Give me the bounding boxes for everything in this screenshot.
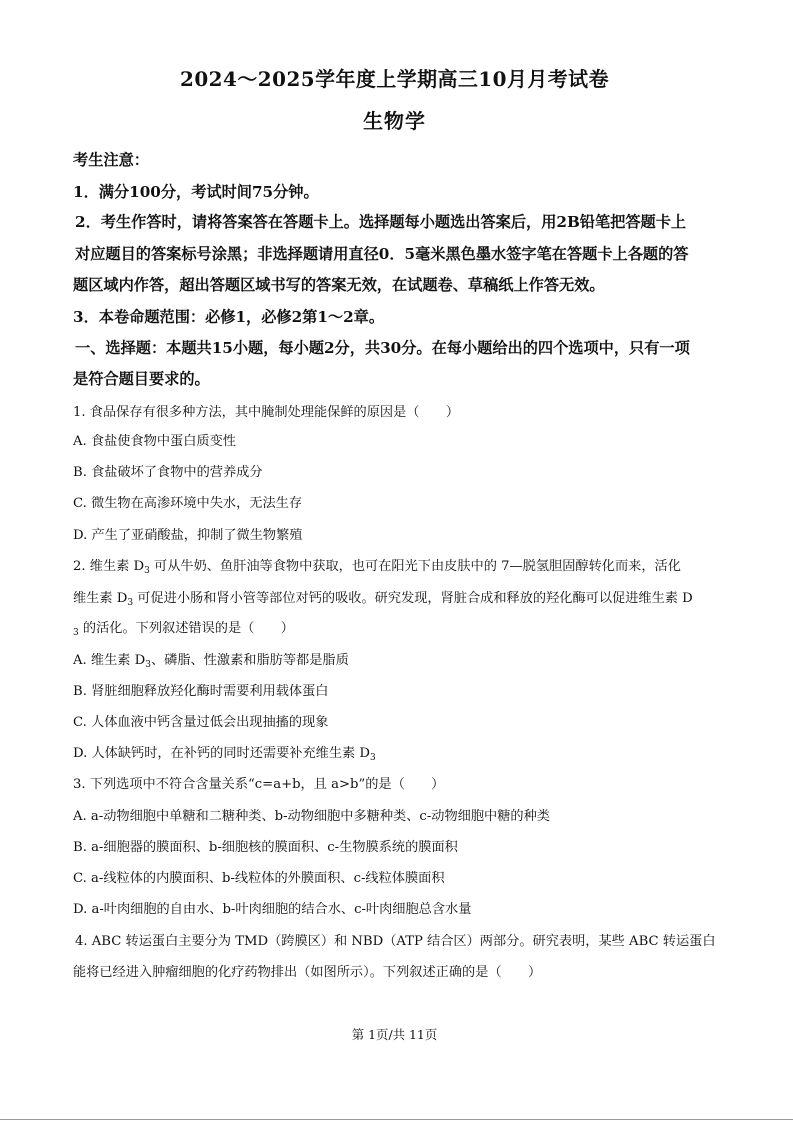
question-1-option-a: A. 食盐使食物中蛋白质变性 xyxy=(73,434,236,449)
notice-item-1: 1．满分100分，考试时间75分钟。 xyxy=(73,183,319,201)
question-2-stem-line-3: $_3$ 的活化。下列叙述错误的是（ ） xyxy=(73,621,294,638)
question-1-option-b: B. 食盐破坏了食物中的营养成分 xyxy=(73,465,263,480)
section-1-heading-line-2: 是符合题目要求的。 xyxy=(73,370,210,388)
question-4-stem-line-1: 4. ABC 转运蛋白主要分为 TMD（跨膜区）和 NBD（ATP 结合区）两部分。研究表明，某些 ABC 转运蛋白 xyxy=(75,934,716,949)
question-2-stem-line-1: 2. 维生素 $D_3$ 可从牛奶、鱼肝油等食物中获取，也可在阳光下由皮肤中的 7—脱氢胆固醇转化而来，活化 xyxy=(73,559,681,576)
notice-heading: 考生注意： xyxy=(73,151,149,169)
question-2-option-b: B. 肾脏细胞释放羟化酶时需要利用载体蛋白 xyxy=(73,684,329,699)
page-number: 第 1页/共 11页 xyxy=(351,1027,438,1042)
bottom-divider xyxy=(0,1119,793,1120)
question-2-stem-line-2: 维生素 $D_3$ 可促进小肠和肾小管等部位对钙的吸收。研究发现，肾脏合成和释放的羟化酶可以促进维生素 D xyxy=(73,591,693,608)
question-1-option-d: D. 产生了亚硝酸盐，抑制了微生物繁殖 xyxy=(73,528,303,543)
question-3-option-b: B. a-细胞器的膜面积、b-细胞核的膜面积、c-生物膜系统的膜面积 xyxy=(73,840,458,855)
question-1-option-c: C. 微生物在高渗环境中失水，无法生存 xyxy=(73,496,303,511)
question-2-option-c: C. 人体血液中钙含量过低会出现抽搐的现象 xyxy=(73,715,329,730)
notice-item-3: 3．本卷命题范围：必修1，必修2第1～2章。 xyxy=(73,308,385,326)
question-1-stem: 1. 食品保存有很多种方法，其中腌制处理能保鲜的原因是（ ） xyxy=(73,405,460,420)
exam-title: 2024～2025学年度上学期高三10月月考试卷 xyxy=(179,67,609,91)
question-4-stem-line-2: 能将已经进入肿瘤细胞的化疗药物排出（如图所示）。下列叙述正确的是（ ） xyxy=(73,965,542,980)
exam-subject: 生物学 xyxy=(363,109,426,133)
question-2-option-d: D. 人体缺钙时，在补钙的同时还需要补充维生素 $D_3$ xyxy=(73,746,376,763)
question-3-option-d: D. a-叶肉细胞的自由水、b-叶肉细胞的结合水、c-叶肉细胞总含水量 xyxy=(73,902,472,917)
question-2-option-a: A. 维生素 $D_3$、磷脂、性激素和脂肪等都是脂质 xyxy=(73,653,349,670)
question-3-stem: 3. 下列选项中不符合含量关系“c=a+b，且 a>b”的是（ ） xyxy=(73,777,445,792)
section-1-heading-line-1: 一、选择题：本题共15小题，每小题2分，共30分。在每小题给出的四个选项中，只有一项 xyxy=(75,339,690,357)
notice-item-2-line-3: 题区域内作答，超出答题区域书写的答案无效，在试题卷、草稿纸上作答无效。 xyxy=(73,276,605,294)
question-3-option-a: A. a-动物细胞中单糖和二糖种类、b-动物细胞中多糖种类、c-动物细胞中糖的种类 xyxy=(73,809,550,824)
notice-item-2-line-1: 2．考生作答时，请将答案答在答题卡上。选择题每小题选出答案后，用2B铅笔把答题卡上 xyxy=(75,213,687,231)
question-3-option-c: C. a-线粒体的内膜面积、b-线粒体的外膜面积、c-线粒体膜面积 xyxy=(73,871,445,886)
notice-item-2-line-2: 对应题目的答案标号涂黑；非选择题请用直径0．5毫米黑色墨水签字笔在答题卡上各题的答 xyxy=(75,245,689,263)
